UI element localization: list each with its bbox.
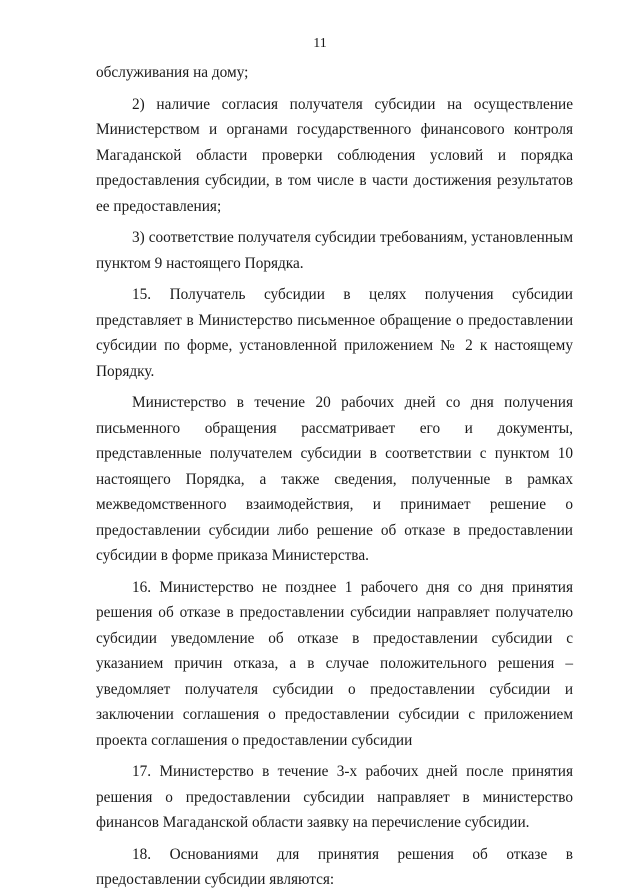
paragraph-clause-17: 17. Министерство в течение 3-х рабочих дней после принятия решения о предоставлении субсидии направляет в министерство финансов Магаданской области заявку на перечисление субсидии. bbox=[96, 763, 573, 831]
paragraph-item-2: 2) наличие согласия получателя субсидии на осуществление Министерством и органами государственного финансового контроля Магаданской области проверки соблюдения условий и порядка предоставления субсидии, в том числе в части достижения результатов ее предоставления; bbox=[96, 95, 573, 215]
page-number: 11 bbox=[313, 36, 327, 51]
paragraph-continuation: обслуживания на дому; bbox=[96, 64, 249, 81]
paragraph-clause-15: 15. Получатель субсидии в целях получения субсидии представляет в Министерство письменное обращение о предоставлении субсидии по форме, установленной приложением № 2 к настоящему Порядку. bbox=[96, 286, 573, 380]
paragraph-clause-18: 18. Основаниями для принятия решения об отказе в предоставлении субсидии являются: bbox=[96, 845, 573, 888]
paragraph-item-3: 3) соответствие получателя субсидии требованиям, установленным пунктом 9 настоящего Порядка. bbox=[96, 229, 573, 272]
paragraph-clause-16: 16. Министерство не позднее 1 рабочего дня со дня принятия решения об отказе в предоставлении субсидии направляет получателю субсидии уведомление об отказе в предоставлении субсидии с указанием причин отказа, а в случае положительного решения – уведомляет получателя субсидии о предоставлении субсидии и заключении соглашения о предоставлении субсидии с приложением проекта соглашения о предоставлении субсидии bbox=[96, 578, 573, 749]
document-body bbox=[96, 60, 573, 893]
paragraph-ministry-review: Министерство в течение 20 рабочих дней со дня получения письменного обращения рассматривает его и документы, представленные получателем субсидии в соответствии с пунктом 10 настоящего Порядка, а также сведения, полученные в рамках межведомственного взаимодействия, и принимает решение о предоставлении субсидии либо решение об отказе в предоставлении субсидии в форме приказа Министерства. bbox=[96, 394, 573, 564]
